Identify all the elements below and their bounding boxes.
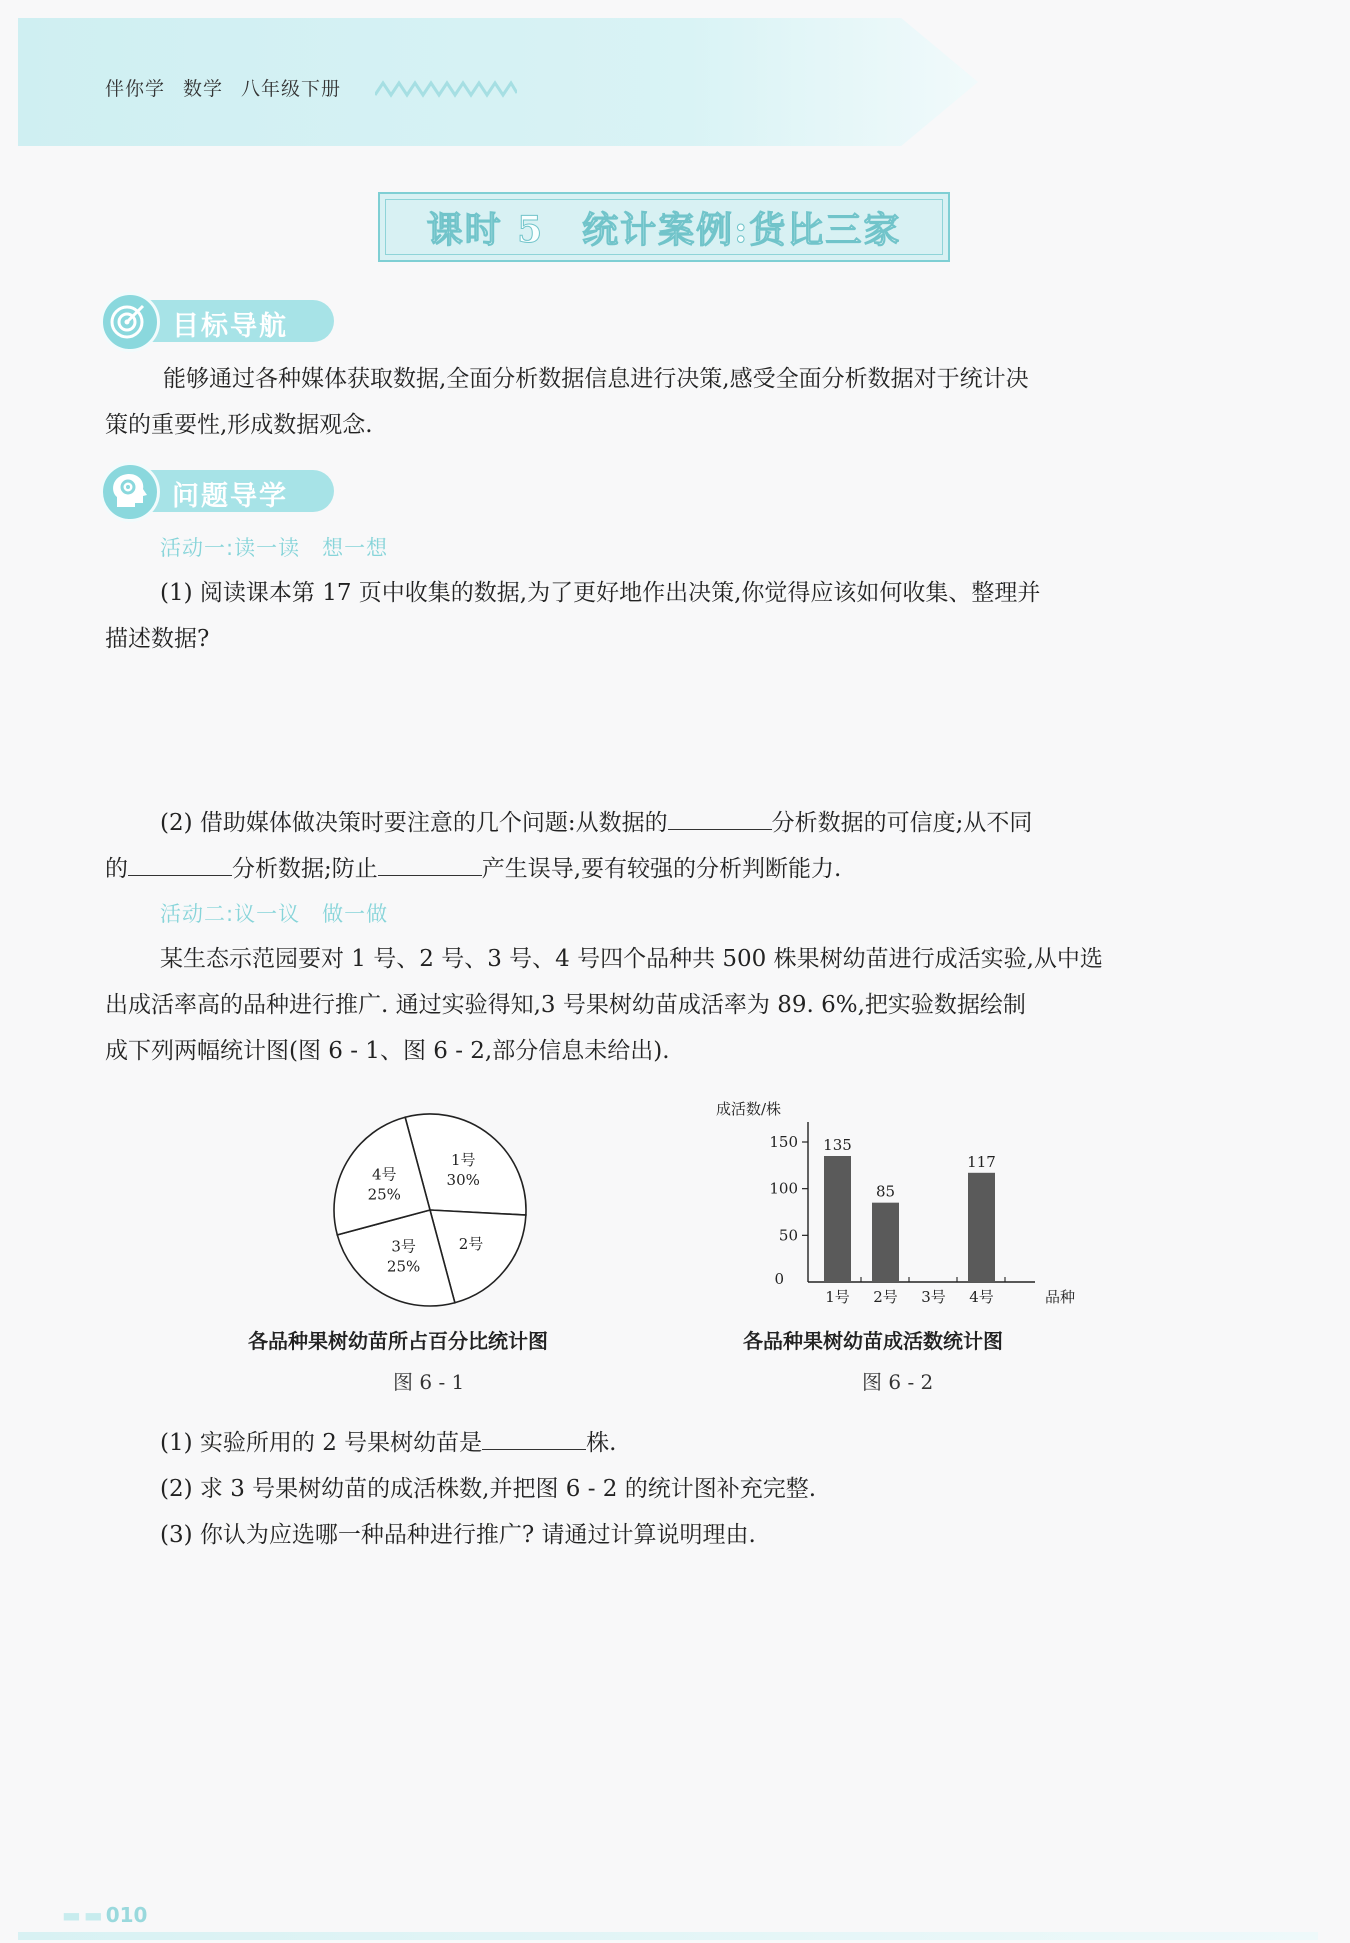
- y-tick-label: 50: [778, 1226, 798, 1245]
- y-axis-label: 成活数/株: [716, 1100, 782, 1118]
- pie-slice-value: 25%: [386, 1257, 421, 1276]
- bar-1: [824, 1156, 851, 1282]
- bar-value-label: 85: [875, 1182, 896, 1201]
- activity-two-line3: 成下列两幅统计图(图 6 - 1、图 6 - 2,部分信息未给出).: [105, 1038, 670, 1064]
- activity-one-q1-cont: 描述数据?: [105, 626, 210, 652]
- zigzag-ornament: [375, 79, 517, 99]
- question-1: (1) 实验所用的 2 号果树幼苗是 株.: [160, 1420, 616, 1466]
- activity-one-q1: (1) 阅读课本第 17 页中收集的数据,为了更好地作出决策,你觉得应该如何收集、整理并: [160, 580, 1041, 606]
- goal-paragraph-cont: 策的重要性,形成数据观念.: [105, 412, 373, 438]
- guide-section-label: 问题导学: [172, 481, 288, 512]
- pie-slice-value: 25%: [367, 1185, 401, 1204]
- bar-chart: [700, 1092, 1100, 1312]
- subject-name: 数学: [183, 78, 224, 100]
- question-2: (2) 求 3 号果树幼苗的成活株数,并把图 6 - 2 的统计图补充完整.: [160, 1476, 817, 1502]
- goal-section-label: 目标导航: [172, 311, 288, 342]
- x-tick-label: 4号: [969, 1288, 994, 1306]
- activity-two-line2: 出成活率高的品种进行推广. 通过实验得知,3 号果树幼苗成活率为 89. 6%,把实验数据绘制: [105, 992, 1026, 1018]
- answer-blank[interactable]: [128, 853, 232, 876]
- activity-one-q2: (2) 借助媒体做决策时要注意的几个问题:从数据的 分析数据的可信度;从不同: [160, 800, 1032, 846]
- series-name: 伴你学: [105, 78, 166, 100]
- pie-slice-label: 4号: [372, 1165, 397, 1184]
- answer-blank[interactable]: [378, 853, 482, 876]
- x-tick-label: 3号: [921, 1288, 946, 1306]
- bar-value-label: 117: [967, 1152, 996, 1171]
- guide-section-badge: [100, 462, 340, 518]
- bar-figure-label: 图 6 - 2: [862, 1370, 934, 1394]
- y-tick-label: 100: [769, 1179, 798, 1198]
- y-tick-label: 0: [774, 1270, 784, 1288]
- pie-slice-label: 1号: [450, 1150, 476, 1169]
- x-axis-label: 品种: [1045, 1288, 1076, 1306]
- page-number: ▬ ▬ 010: [62, 1903, 148, 1927]
- activity-two-line1: 某生态示范园要对 1 号、2 号、3 号、4 号四个品种共 500 株果树幼苗进行成活实验,从中选: [160, 946, 1103, 972]
- bar-chart-title: 各品种果树幼苗成活数统计图: [743, 1329, 1003, 1353]
- running-header: [105, 74, 359, 101]
- pie-chart-title: 各品种果树幼苗所占百分比统计图: [248, 1329, 548, 1353]
- activity-one-label: 活动一:读一读 想一想: [160, 536, 389, 560]
- question-3: (3) 你认为应选哪一种品种进行推广? 请通过计算说明理由.: [160, 1522, 756, 1548]
- lesson-title: 课时 5 统计案例:货比三家: [385, 199, 943, 255]
- pie-slice-label: 2号: [458, 1235, 484, 1254]
- head-gear-icon: [100, 462, 160, 522]
- goal-section-badge: [100, 292, 340, 348]
- footer-band: [18, 1932, 1318, 1940]
- pie-chart: [330, 1110, 530, 1310]
- answer-blank[interactable]: [668, 807, 772, 830]
- grade-name: 八年级下册: [241, 78, 342, 100]
- bar-2: [872, 1203, 899, 1282]
- activity-two-label: 活动二:议一议 做一做: [160, 902, 389, 926]
- target-icon: [100, 292, 160, 352]
- goal-paragraph: 能够通过各种媒体获取数据,全面分析数据信息进行决策,感受全面分析数据对于统计决: [163, 366, 1029, 392]
- pie-slice-value: 30%: [446, 1170, 480, 1189]
- x-tick-label: 1号: [825, 1288, 850, 1306]
- lesson-title-box: [378, 192, 950, 262]
- x-tick-label: 2号: [873, 1288, 898, 1306]
- y-tick-label: 150: [769, 1133, 798, 1151]
- activity-one-q2-cont: 的 分析数据;防止 产生误导,要有较强的分析判断能力.: [105, 846, 841, 892]
- answer-blank[interactable]: [482, 1427, 586, 1450]
- pie-figure-label: 图 6 - 1: [393, 1370, 465, 1394]
- bar-value-label: 135: [823, 1136, 852, 1154]
- pie-slice-label: 3号: [391, 1237, 416, 1256]
- bar-4: [968, 1173, 995, 1282]
